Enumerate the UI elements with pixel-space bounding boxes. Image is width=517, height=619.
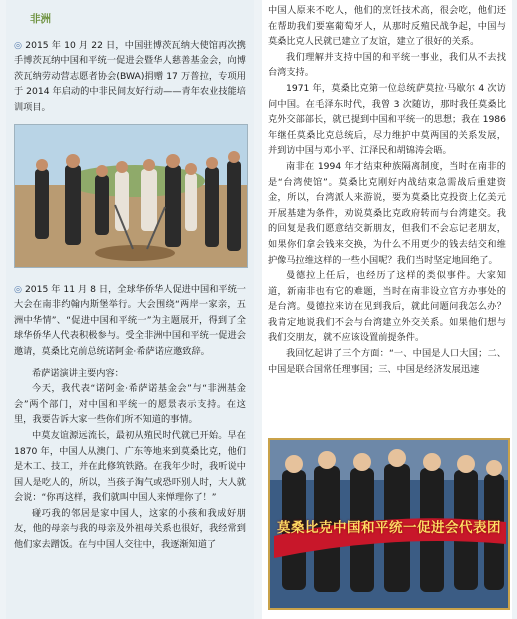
- paragraph-mandela: 曼德拉上任后，也经历了这样的类似事件。大家知道，新南非也有它的难题，当时在南非设立官方办事处的是台湾。曼德拉来访在见到我后，就此问题问我怎么办？我肯定地说我们不会与台湾建立外交关系。如果他们想与我们交朋友，就不应该设置前提条件。: [268, 270, 506, 344]
- paragraph-speech-3: 碰巧我的邻居是家中国人，这家的小孩和我成好朋友，他的母亲与我的母亲及外祖母关系也很好，我经常到他们家去蹭饭。在与中国人交往中，我逐渐知道了: [14, 507, 246, 551]
- section-tag: 非洲: [30, 13, 51, 25]
- paragraph-1971: 1971 年，莫桑比克第一位总统萨莫拉·马歇尔 4 次访问中国。在毛泽东时代，我曾 3 次随访，那时我任莫桑比克外交部部长，就已提到中国和平统一的思想；我在 1986 年继任莫桑比克总统后，尽力维护中莫两国的关系发展，并到访中国与邓小平、江泽民和胡锦涛会晤。: [268, 82, 506, 157]
- photo-illustration: [15, 125, 247, 267]
- paragraph-speech-intro: 希萨诺演讲主要内容：: [32, 367, 124, 379]
- paragraph-speech-1: 今天，我代表“诺阿金·希萨诺基金会”与“非洲基金会”两个部门，对中国和平统一的愿景表示支持。在这里，我要告诉大家一些你们所不知道的事情。: [14, 383, 246, 426]
- photo-tree-planting: [14, 124, 248, 268]
- paragraph-south-africa: 南非在 1994 年才结束种族隔离制度，当时在南非的是“台湾使馆”。莫桑比克刚好内战结束急需战后重建资金，所以，台湾派人来游说，要为莫桑比克投资上亿美元开展基建为条件，劝说莫桑比克政府转而与台湾建交。我的回复是我们愿意结交新朋友，但我们不会忘记老朋友，如果你们拿会钱来交换，为什么不用更少的钱去结交和维护像马拉维这样的一些小国呢？我们当时坚定地回绝了。: [268, 160, 506, 266]
- paragraph-donation: ◎ 2015 年 10 月 22 日，中国驻博茨瓦纳大使馆再次携手博茨瓦纳中国和平统一促进会暨华人慈善基金会，向博茨瓦纳劳动营志愿者协会(BWA)捐赠 17 万普拉，专项用于 2014 年启动的中非民间友好行动——青年农业技能培训项目。: [14, 38, 246, 116]
- paragraph-speech-2: 中莫友谊源远流长，最初从殖民时代就已开始。早在 1870 年，中国人从澳门、广东等地来到莫桑比克，他们是木工、技工，并在此修筑铁路。在我年少时，我听说中国人是吃人的，所以，当孩子淘气或恐吓别人时，大人就会说：“你再这样，我们就叫中国人来惮理你了！”: [14, 429, 246, 504]
- photo-delegation: [268, 438, 510, 610]
- paragraph-three-points: 我回忆起讲了三个方面：“一、中国是人口大国；二、中国是联合国常任理事国；三、中国是经济发展迅速: [268, 348, 506, 375]
- paragraph-conference: ◎ 2015 年 11 月 8 日，全球华侨华人促进中国和平统一大会在南非约翰内斯堡举行。大会围绕“两岸一家亲，五洲中华情”、“促进中国和平统一”为主题展开，得到了全球华侨华人代表积极参与。受全非洲中国和平统一促进会邀请，莫桑比克前总统诺阿金·希萨诺应邀致辞。: [14, 282, 246, 360]
- paragraph-support: 我们理解并支持中国的和平统一事业，我们从不去找台湾支持。: [268, 51, 506, 79]
- left-column: [6, 0, 254, 619]
- paragraph-continued: 中国人原来不吃人，他们的烹饪技术高，很会吃，他们还在帮助我们要塞葡萄牙人，从那时反殖民战争起，中国与莫桑比克人民就已建立了友谊，建立了很好的关系。: [268, 5, 506, 48]
- delegation-banner: 莫桑比克中国和平统一促进会代表团: [277, 520, 501, 536]
